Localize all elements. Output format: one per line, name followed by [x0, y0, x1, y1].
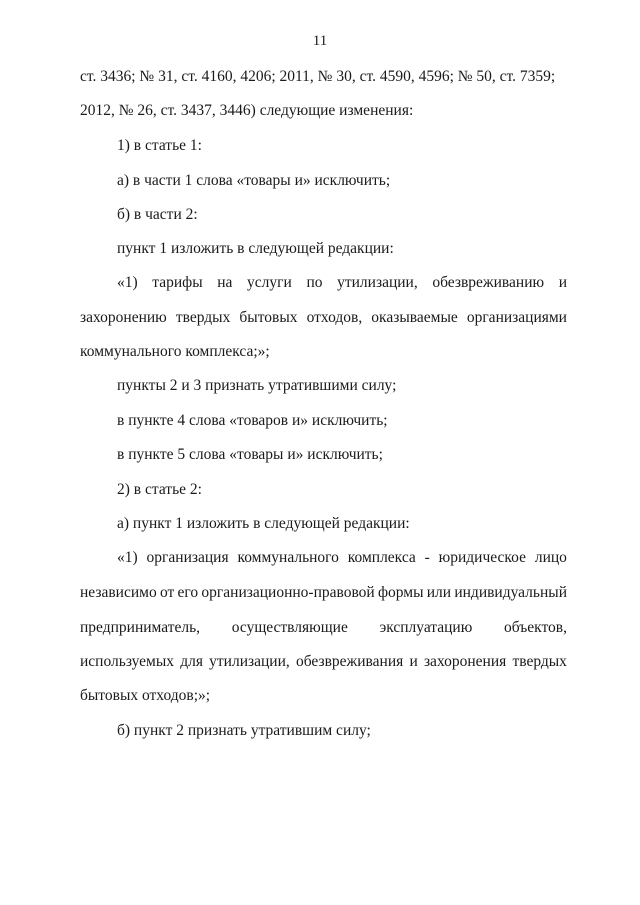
text-line: а) в части 1 слова «товары и» исключить; — [117, 172, 391, 189]
word: утилизации, — [337, 274, 418, 291]
text-line: 2012, № 26, ст. 3437, 3446) следующие изменения: — [80, 102, 414, 119]
word: и — [409, 653, 418, 670]
word: твердых — [175, 309, 231, 326]
word: услуги — [247, 274, 292, 291]
word: независимо — [80, 584, 157, 601]
text-line — [80, 583, 567, 603]
text-line: пункты 2 и 3 признать утратившими силу; — [117, 377, 397, 394]
word: на — [217, 274, 233, 291]
word: - — [424, 549, 430, 566]
text-line — [117, 273, 567, 293]
text-line: а) пункт 1 изложить в следующей редакции: — [117, 515, 410, 532]
text-line — [117, 548, 567, 568]
word: осуществляющие — [231, 619, 348, 636]
word: индивидуальный — [454, 584, 567, 601]
text-line: коммунального комплекса;»; — [80, 343, 270, 360]
page-number: 11 — [312, 33, 328, 49]
text-line: пункт 1 изложить в следующей редакции: — [117, 240, 394, 257]
word: или — [426, 584, 452, 601]
text-line: 2) в статье 2: — [117, 481, 202, 498]
word: лицо — [534, 549, 567, 566]
word: захоронению — [80, 309, 167, 326]
text-line: бытовых отходов;»; — [80, 687, 211, 704]
text-line: б) пункт 2 признать утратившим силу; — [117, 722, 371, 739]
word: организационно-правовой — [201, 584, 375, 601]
word: организациями — [466, 309, 567, 326]
word: предприниматель, — [80, 619, 201, 636]
text-line — [80, 652, 567, 672]
word: «1) — [117, 274, 138, 291]
text-line: ст. 3436; № 31, ст. 4160, 4206; 2011, № 30, ст. 4590, 4596; № 50, ст. 7359; — [80, 68, 556, 85]
word: по — [306, 274, 323, 291]
text-line: б) в части 2: — [117, 206, 198, 223]
text-line — [80, 308, 567, 328]
word: эксплуатацию — [379, 619, 473, 636]
word: формы — [377, 584, 424, 601]
word: отходов, — [306, 309, 363, 326]
word: используемых — [80, 653, 175, 670]
word: тарифы — [152, 274, 203, 291]
word: от — [159, 584, 175, 601]
word: и — [558, 274, 567, 291]
word: объектов, — [504, 619, 567, 636]
word: для — [180, 653, 203, 670]
word: комплекса — [347, 549, 416, 566]
word: бытовых — [239, 309, 298, 326]
word: коммунального — [237, 549, 339, 566]
word: организация — [146, 549, 229, 566]
word: обезвреживания — [295, 653, 404, 670]
word: твердых — [512, 653, 567, 670]
word: юридическое — [438, 549, 526, 566]
word: оказываемые — [371, 309, 458, 326]
text-line — [80, 618, 567, 638]
word: утилизации, — [209, 653, 290, 670]
word: его — [177, 584, 199, 601]
text-line: в пункте 5 слова «товары и» исключить; — [117, 446, 383, 463]
text-line: в пункте 4 слова «товаров и» исключить; — [117, 412, 388, 429]
word: обезвреживанию — [432, 274, 545, 291]
word: «1) — [117, 549, 138, 566]
text-line: 1) в статье 1: — [117, 137, 202, 154]
word: захоронения — [423, 653, 507, 670]
